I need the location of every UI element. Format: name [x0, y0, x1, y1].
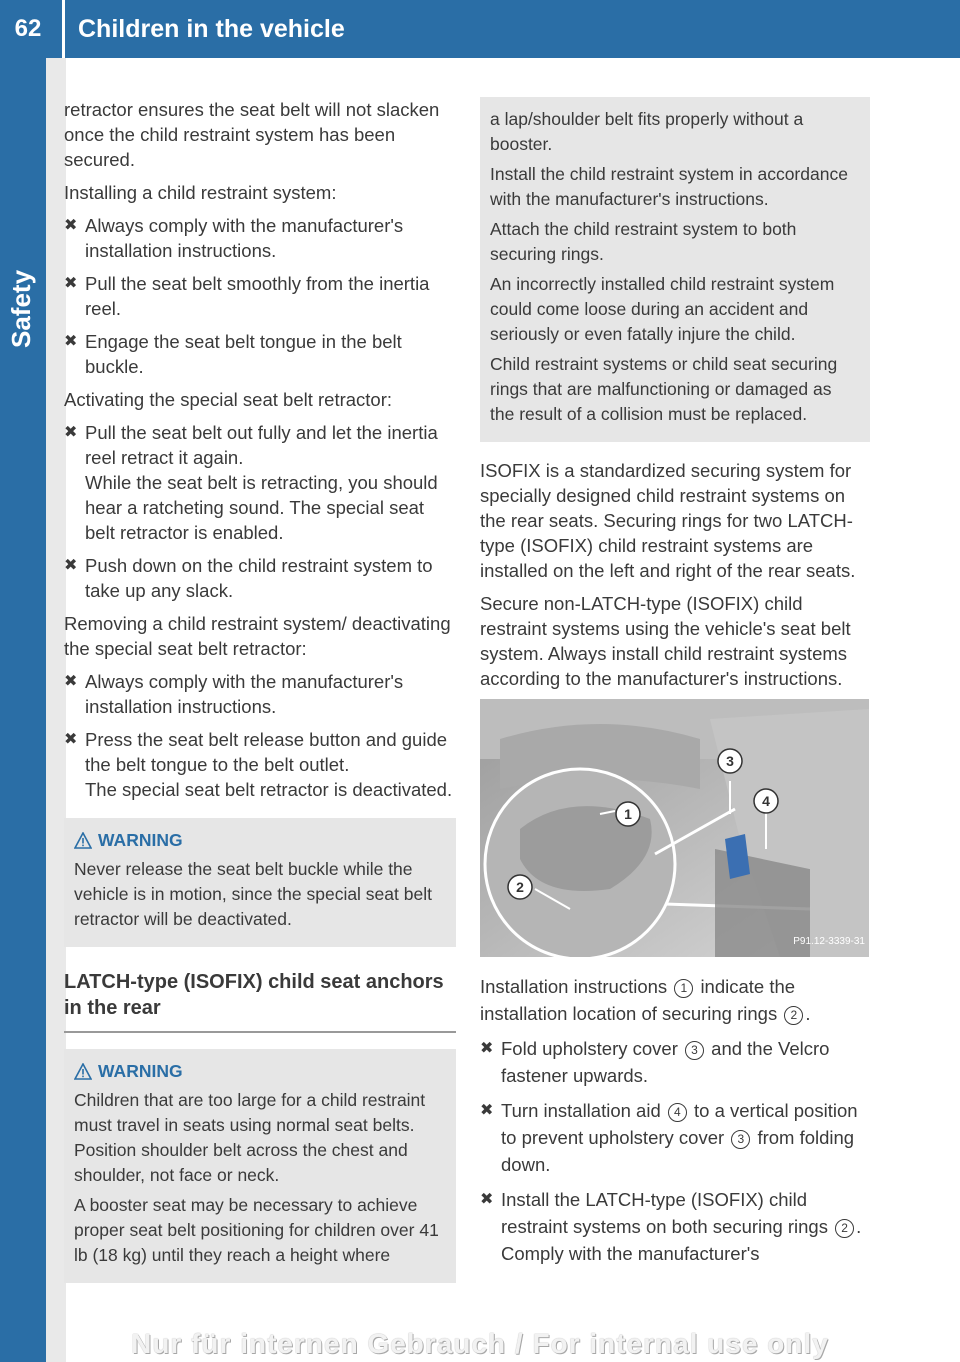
- section-label: Safety: [6, 269, 36, 348]
- callout-ref: 2: [835, 1219, 854, 1238]
- arrow-icon: ✖: [64, 424, 78, 441]
- right-column: [480, 97, 870, 1275]
- step-item: ✖ Pull the seat belt smoothly from the inertia reel.: [64, 273, 430, 319]
- warning-title: WARNING: [74, 1059, 446, 1084]
- step-item: ✖ Fold upholstery cover 3 and the Velcro fastener upwards.: [480, 1035, 870, 1089]
- callout-ref: 1: [674, 979, 693, 998]
- left-column: [64, 97, 456, 1283]
- step-item: ✖ Pull the seat belt out fully and let the inertia reel retract it again. While the seat belt is retracting, you should hear a ratcheting sound. The special seat belt retractor is enabled.: [64, 420, 456, 545]
- photo-caption: Installation instructions 1 indicate the installation location of securing rings 2 .: [480, 976, 811, 1024]
- step-item: ✖ Push down on the child restraint system to take up any slack.: [64, 555, 433, 601]
- warning-text: Install the child restraint system in accordance with the manufacturer's instructions.: [490, 164, 848, 209]
- warning-text: A booster seat may be necessary to achieve proper seat belt positioning for children over 41 lb (18 kg) until they reach a height where: [74, 1195, 439, 1265]
- isofix-paragraph: ISOFIX is a standardized securing system for specially designed child restraint systems on the rear seats. Securing rings for two LATCH-type (ISOFIX) child restraint systems are installed on the left and right of the rear seats.: [480, 460, 856, 581]
- install-heading: Installing a child restraint system:: [64, 182, 337, 203]
- callout-ref: 3: [685, 1041, 704, 1060]
- arrow-icon: ✖: [64, 275, 78, 292]
- arrow-icon: ✖: [64, 673, 78, 690]
- arrow-icon: ✖: [480, 1040, 494, 1057]
- photo-credit: P91.12-3339-31: [793, 936, 865, 947]
- callout-4: 4: [762, 793, 770, 809]
- warning-box: [64, 818, 456, 947]
- page-title: Children in the vehicle: [78, 15, 345, 43]
- seat-illustration: [480, 699, 869, 957]
- step-result: The special seat belt retractor is deactivated.: [85, 779, 453, 800]
- step-item: ✖ Install the LATCH-type (ISOFIX) child restraint systems on both securing rings 2 . Comply with the manufacturer's: [480, 1186, 870, 1267]
- remove-heading: Removing a child restraint system/ deactivating the special seat belt retractor:: [64, 613, 451, 659]
- step-item: ✖ Turn installation aid 4 to a vertical position to prevent upholstery cover 3 from folding down.: [480, 1097, 870, 1178]
- page-number: 62: [14, 15, 42, 42]
- non-latch-paragraph: Secure non-LATCH-type (ISOFIX) child restraint systems using the vehicle's seat belt system. Always install child restraint systems according to the manufacturer's instructions.: [480, 593, 851, 689]
- intro-text: retractor ensures the seat belt will not slacken once the child restraint system has been secured.: [64, 99, 440, 170]
- arrow-icon: ✖: [480, 1191, 494, 1208]
- callout-3: 3: [726, 753, 734, 769]
- warning-continued-box: [480, 97, 870, 442]
- arrow-icon: ✖: [480, 1102, 494, 1119]
- arrow-icon: ✖: [64, 333, 78, 350]
- warning-title: WARNING: [74, 828, 446, 853]
- arrow-icon: ✖: [64, 217, 78, 234]
- callout-2: 2: [516, 879, 524, 895]
- step-item: ✖ Always comply with the manufacturer's installation instructions.: [64, 215, 404, 261]
- step-item: ✖ Engage the seat belt tongue in the belt buckle.: [64, 331, 402, 377]
- side-tab: [0, 58, 46, 1362]
- header-divider: [62, 0, 65, 58]
- warning-text: An incorrectly installed child restraint system could come loose during an accident and seriously or even fatally injure the child.: [490, 274, 835, 344]
- arrow-icon: ✖: [64, 557, 78, 574]
- callout-ref: 4: [668, 1103, 687, 1122]
- callout-1: 1: [624, 806, 632, 822]
- callout-ref: 2: [784, 1006, 803, 1025]
- section-heading: LATCH-type (ISOFIX) child seat anchors in the rear: [64, 969, 456, 1033]
- step-item: ✖ Always comply with the manufacturer's installation instructions.: [64, 671, 404, 717]
- warning-text: Children that are too large for a child restraint must travel in seats using normal seat belts. Position shoulder belt across the chest and shoulder, not face or neck.: [74, 1090, 426, 1185]
- internal-use-footer: Nur für internen Gebrauch / For internal use only: [131, 1328, 829, 1359]
- warning-text: a lap/shoulder belt fits properly without a booster.: [490, 109, 804, 154]
- warning-box: [64, 1049, 456, 1283]
- arrow-icon: ✖: [64, 731, 78, 748]
- warning-triangle-icon: [74, 832, 92, 849]
- warning-text: Child restraint systems or child seat securing rings that are malfunctioning or damaged as the result of a collision must be replaced.: [490, 354, 838, 424]
- side-divider: [46, 58, 66, 1362]
- warning-triangle-icon: [74, 1063, 92, 1080]
- isofix-photo: [480, 699, 869, 957]
- step-result: While the seat belt is retracting, you should hear a ratcheting sound. The special seat belt retractor is enabled.: [85, 472, 438, 543]
- callout-ref: 3: [731, 1130, 750, 1149]
- warning-text: Attach the child restraint system to both securing rings.: [490, 219, 797, 264]
- activate-heading: Activating the special seat belt retractor:: [64, 389, 393, 410]
- warning-text: Never release the seat belt buckle while the vehicle is in motion, since the special seat belt retractor will be deactivated.: [74, 859, 432, 929]
- step-item: ✖ Press the seat belt release button and guide the belt tongue to the belt outlet. The special seat belt retractor is deactivated.: [64, 727, 456, 802]
